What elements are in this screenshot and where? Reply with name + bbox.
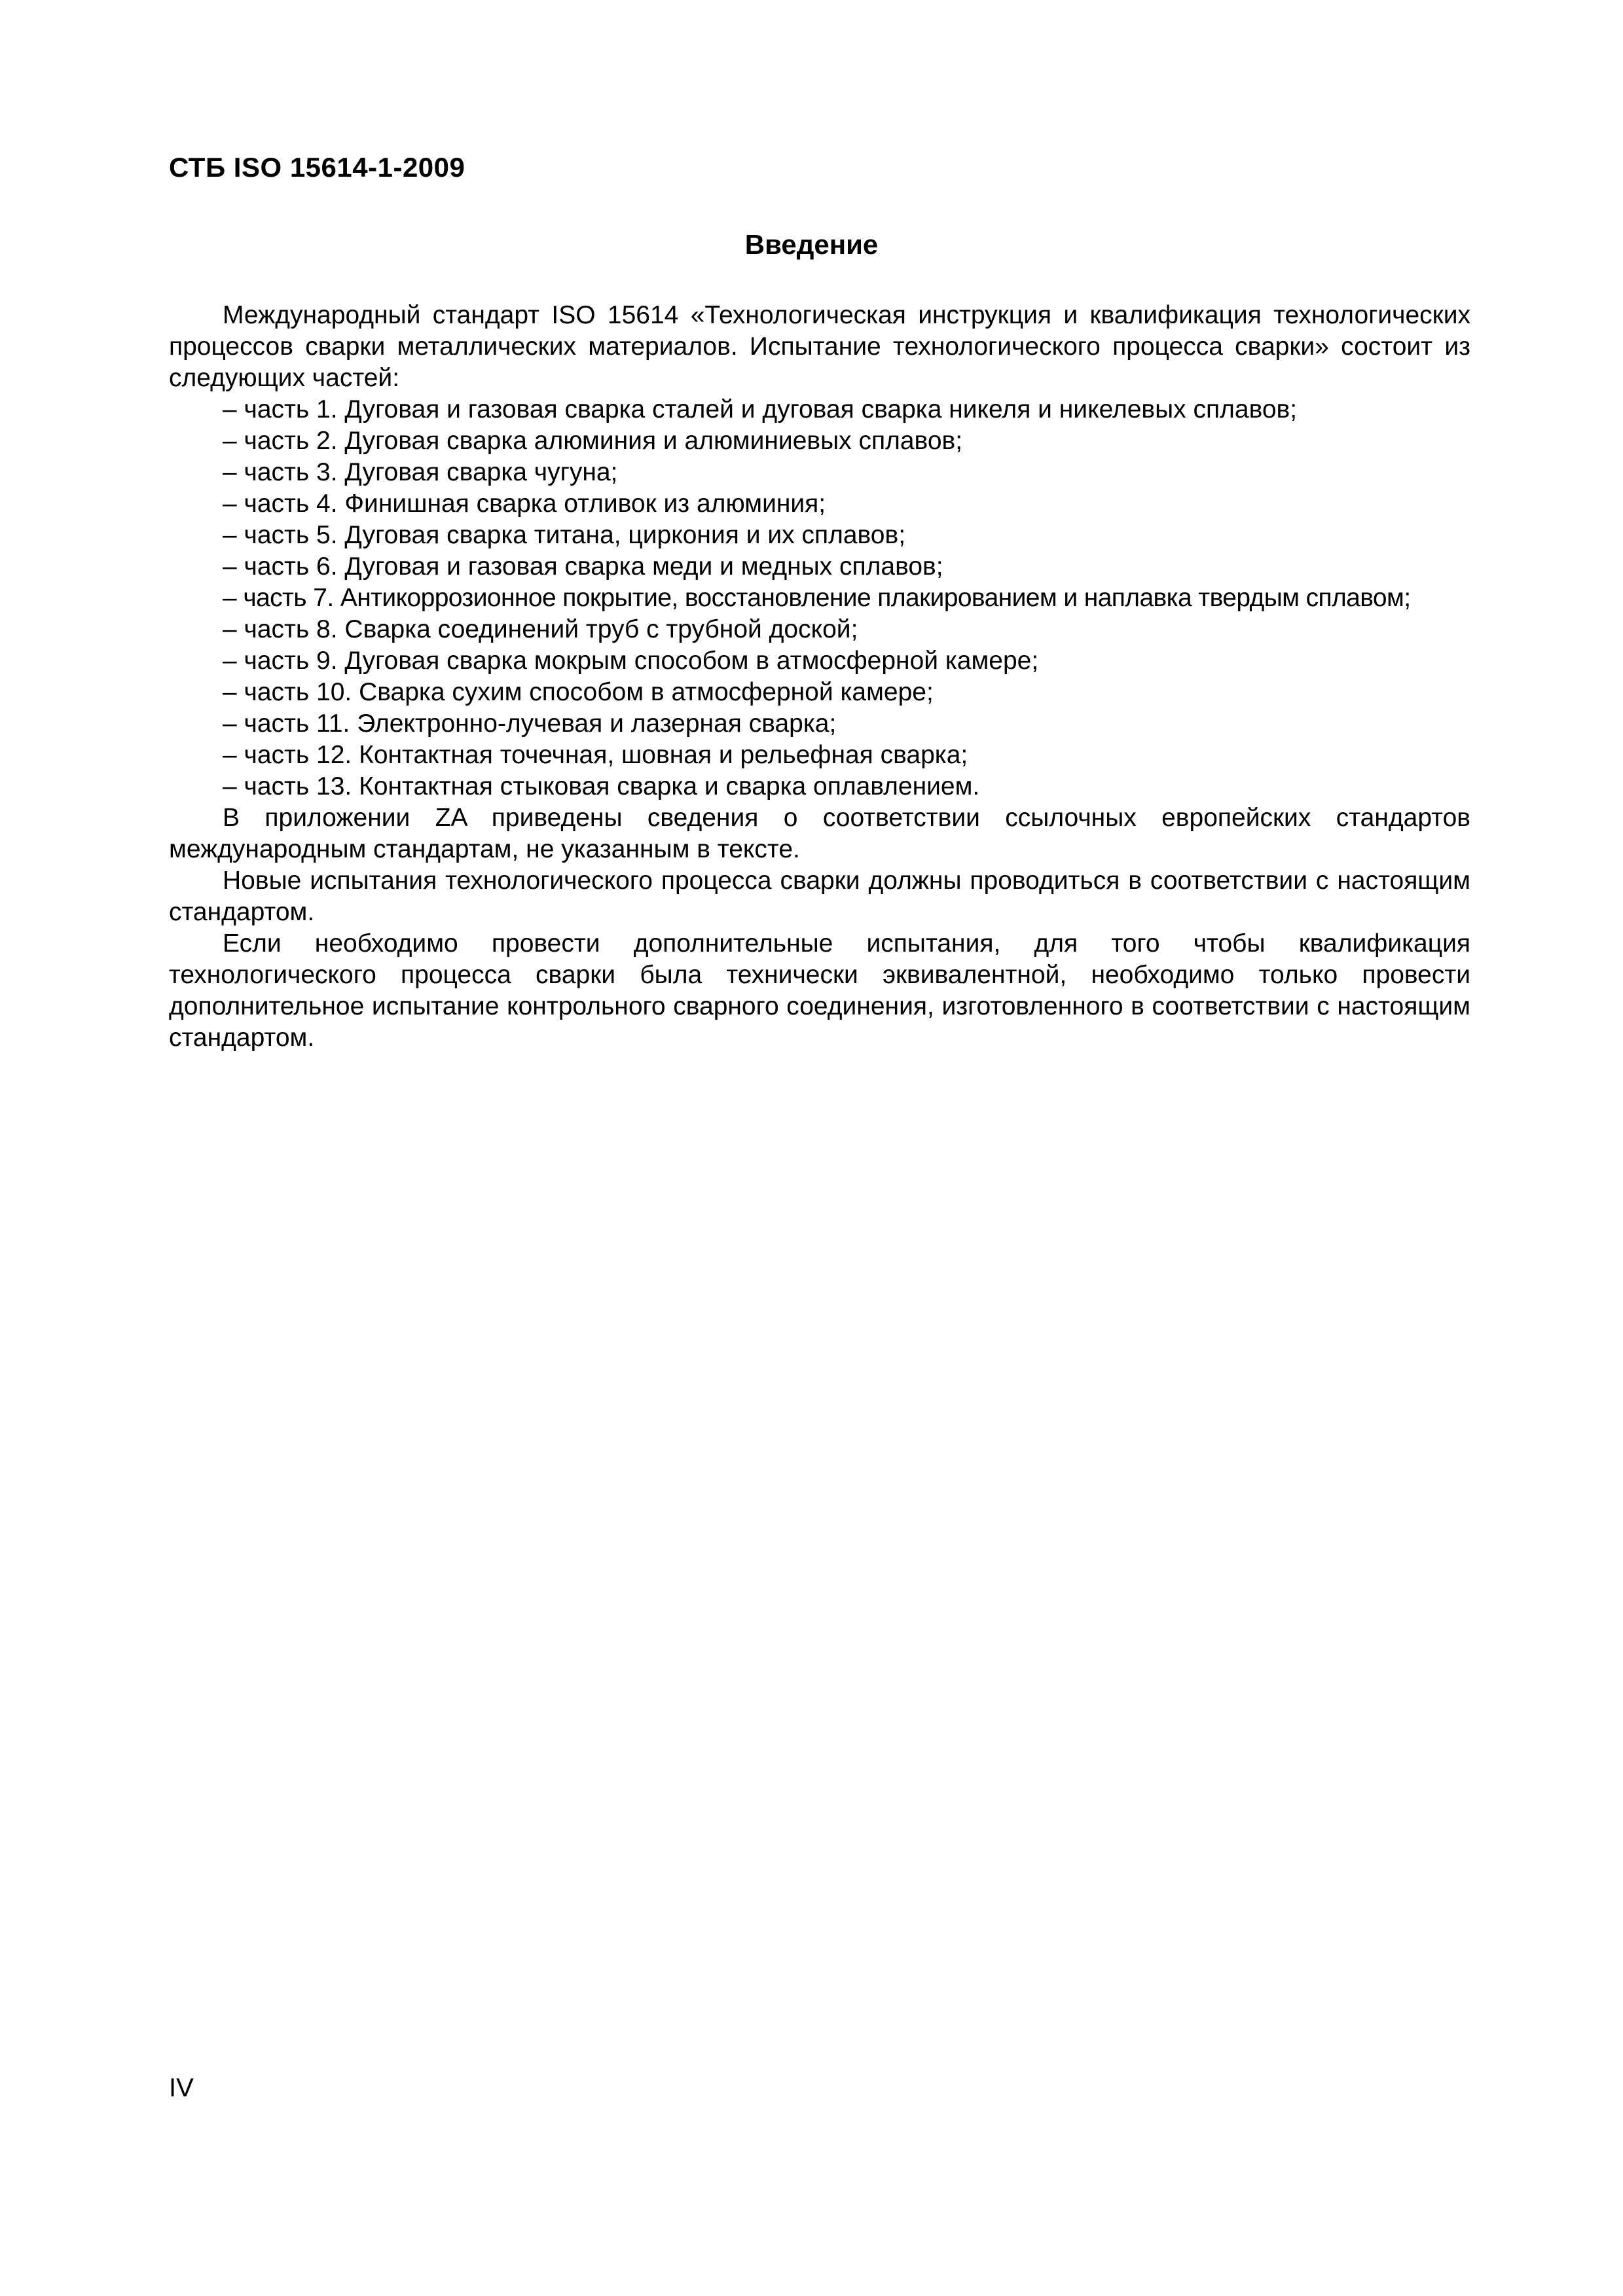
document-body (169, 300, 1470, 1054)
annex-paragraph: В приложении ZA приведены сведения о соответствии ссылочных европейских стандартов международным стандартам, не указанным в тексте. (169, 804, 1470, 863)
list-item: – часть 13. Контактная стыковая сварка и сварка оплавлением. (223, 772, 980, 800)
list-item: – часть 10. Сварка сухим способом в атмосферной камере; (223, 678, 934, 706)
additional-tests-paragraph: Если необходимо провести дополнительные испытания, для того чтобы квалификация технологического процесса сварки была технически эквивалентной, необходимо только провести дополнительное испытание контрольного сварного соединения, изготовленного в соответствии с настоящим стандартом. (169, 929, 1470, 1052)
parts-list (169, 394, 1470, 802)
list-item: – часть 1. Дуговая и газовая сварка сталей и дуговая сварка никеля и никелевых сплавов; (223, 395, 1298, 423)
list-item: – часть 8. Сварка соединений труб с трубной доской; (223, 615, 858, 643)
list-item: – часть 6. Дуговая и газовая сварка меди и медных сплавов; (223, 552, 943, 581)
list-item: – часть 12. Контактная точечная, шовная и рельефная сварка; (223, 741, 968, 769)
list-item: – часть 9. Дуговая сварка мокрым способом в атмосферной камере; (223, 647, 1039, 675)
list-item: – часть 2. Дуговая сварка алюминия и алюминиевых сплавов; (223, 427, 963, 455)
list-item: – часть 11. Электронно-лучевая и лазерная сварка; (223, 709, 837, 738)
list-item: – часть 3. Дуговая сварка чугуна; (223, 458, 618, 486)
page-number: IV (169, 2073, 194, 2102)
intro-paragraph: Международный стандарт ISO 15614 «Технологическая инструкция и квалификация технологических процессов сварки металлических материалов. Испытание технологического процесса сварки» состоит из следующих частей: (169, 301, 1470, 392)
list-item: – часть 5. Дуговая сварка титана, циркония и их сплавов; (223, 521, 906, 549)
list-item: – часть 7. Антикоррозионное покрытие, восстановление плакированием и наплавка твердым сплавом; (223, 584, 1411, 612)
list-item: – часть 4. Финишная сварка отливок из алюминия; (223, 490, 826, 518)
new-tests-paragraph: Новые испытания технологического процесса сварки должны проводиться в соответствии с настоящим стандартом. (169, 867, 1470, 926)
section-title: Введение (744, 229, 879, 260)
document-code: СТБ ISO 15614-1-2009 (169, 152, 465, 183)
